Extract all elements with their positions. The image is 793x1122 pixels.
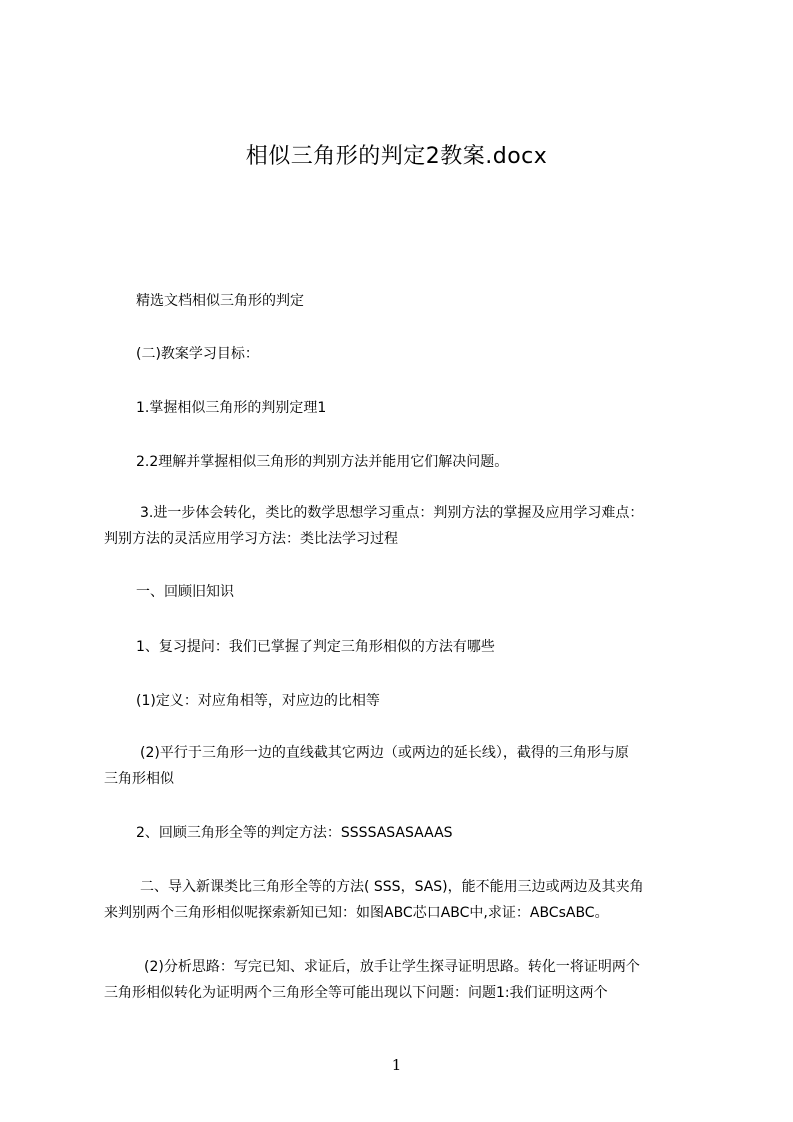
paragraph-line: (1)定义：对应角相等，对应边的比相等: [136, 693, 380, 709]
paragraph-12: [104, 954, 704, 1006]
paragraph-line: 精选文档相似三角形的判定: [136, 293, 304, 309]
page-number: 1: [391, 1056, 402, 1074]
paragraph-1: [104, 288, 704, 314]
paragraph-line: (二)教案学习目标：: [136, 346, 259, 362]
paragraph-line: 2、回顾三角形全等的判定方法：SSSSASASAAAS: [136, 825, 453, 841]
paragraph-6: [104, 579, 704, 605]
paragraph-line: 1、复习提问：我们已掌握了判定三角形相似的方法有哪些: [136, 639, 495, 655]
paragraph-line: (2)平行于三角形一边的直线截其它两边（或两边的延长线），截得的三角形与原: [140, 745, 629, 761]
paragraph-line: 判别方法的灵活应用学习方法：类比法学习过程: [104, 531, 398, 547]
paragraph-line: 3.进一步体会转化，类比的数学思想学习重点：判别方法的掌握及应用学习难点：: [140, 505, 644, 521]
paragraph-10: [104, 820, 704, 846]
paragraph-line: 一、回顾旧知识: [136, 584, 234, 600]
paragraph-line: 2.2理解并掌握相似三角形的判别方法并能用它们解决问题。: [136, 454, 509, 470]
paragraph-5: [104, 500, 704, 552]
paragraph-8: [104, 688, 704, 714]
paragraph-line: 三角形相似转化为证明两个三角形全等可能出现以下问题：问题1:我们证明这两个: [104, 985, 608, 1001]
document-title: 相似三角形的判定2教案.docx: [245, 144, 548, 169]
paragraph-11: [104, 874, 704, 926]
paragraph-line: (2)分析思路：写完已知、求证后，放手让学生探寻证明思路。转化一将证明两个: [144, 959, 640, 975]
paragraph-2: [104, 341, 704, 367]
paragraph-7: [104, 634, 704, 660]
paragraph-line: 来判别两个三角形相似呢探索新知已知：如图ABC芯口ABC中,求证：ABCsABC。: [104, 905, 609, 921]
paragraph-3: [104, 395, 704, 421]
paragraph-line: 二、导入新课类比三角形全等的方法( SSS，SAS)，能不能用三边或两边及其夹角: [140, 879, 644, 895]
paragraph-line: 1.掌握相似三角形的判别定理1: [136, 400, 327, 416]
paragraph-line: 三角形相似: [104, 771, 174, 787]
paragraph-4: [104, 449, 704, 475]
paragraph-9: [104, 740, 704, 792]
